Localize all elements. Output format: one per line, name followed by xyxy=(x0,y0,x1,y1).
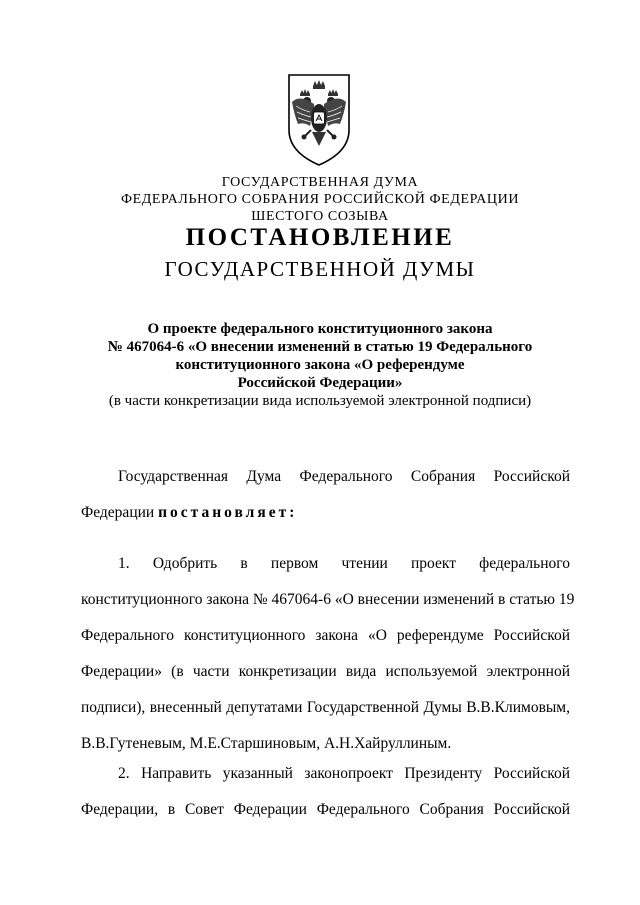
document-type-title: ПОСТАНОВЛЕНИЕ xyxy=(185,224,455,251)
paragraph-2 xyxy=(81,756,570,828)
org-line-1: ГОСУДАРСТВЕННАЯ ДУМА xyxy=(221,175,419,190)
subject-line-3: конституционного закона «О референдуме xyxy=(175,357,465,373)
document-issuer-title: ГОСУДАРСТВЕННОЙ ДУМЫ xyxy=(164,257,476,281)
paragraph-1 xyxy=(81,546,575,762)
p1-line-1: 1. Одобрить в первом чтении проект федерального xyxy=(118,555,570,572)
p1-line-3: Федерального конституционного закона «О референдуме Российской xyxy=(81,627,570,644)
p1-line-5: подписи), внесенный депутатами Государственной Думы В.В.Климовым, xyxy=(81,699,570,716)
p2-line-1: 2. Направить указанный законопроект Президенту Российской xyxy=(118,765,570,782)
coat-of-arms-icon xyxy=(286,72,352,168)
subject-note: (в части конкретизации вида используемой электронной подписи) xyxy=(108,393,532,409)
resolves-word: постановляет: xyxy=(158,504,298,521)
intro-line-2 xyxy=(81,495,570,531)
subject-line-2: № 467064-6 «О внесении изменений в статью 19 Федерального xyxy=(107,339,533,355)
p1-line-6: В.В.Гутеневым, М.Е.Старшиновым, А.Н.Хайруллиным. xyxy=(81,735,452,752)
p2-line-2: Федерации, в Совет Федерации Федерального Собрания Российской xyxy=(81,801,570,818)
intro-line-1: Государственная Дума Федерального Собрания Российской xyxy=(118,468,570,485)
intro-federation-word: Федерации xyxy=(81,504,155,521)
subject-line-1: О проекте федерального конституционного закона xyxy=(147,321,493,337)
intro-paragraph xyxy=(81,459,570,531)
p1-line-2: конституционного закона № 467064-6 «О внесении изменений в статью 19 xyxy=(81,591,575,608)
org-line-2: ФЕДЕРАЛЬНОГО СОБРАНИЯ РОССИЙСКОЙ ФЕДЕРАЦИИ xyxy=(120,192,520,207)
document-subject xyxy=(60,320,580,410)
subject-line-4: Российской Федерации» xyxy=(237,375,403,391)
org-line-3: ШЕСТОГО СОЗЫВА xyxy=(251,209,389,224)
p1-line-4: Федерации» (в части конкретизации вида используемой электронной xyxy=(81,663,570,680)
